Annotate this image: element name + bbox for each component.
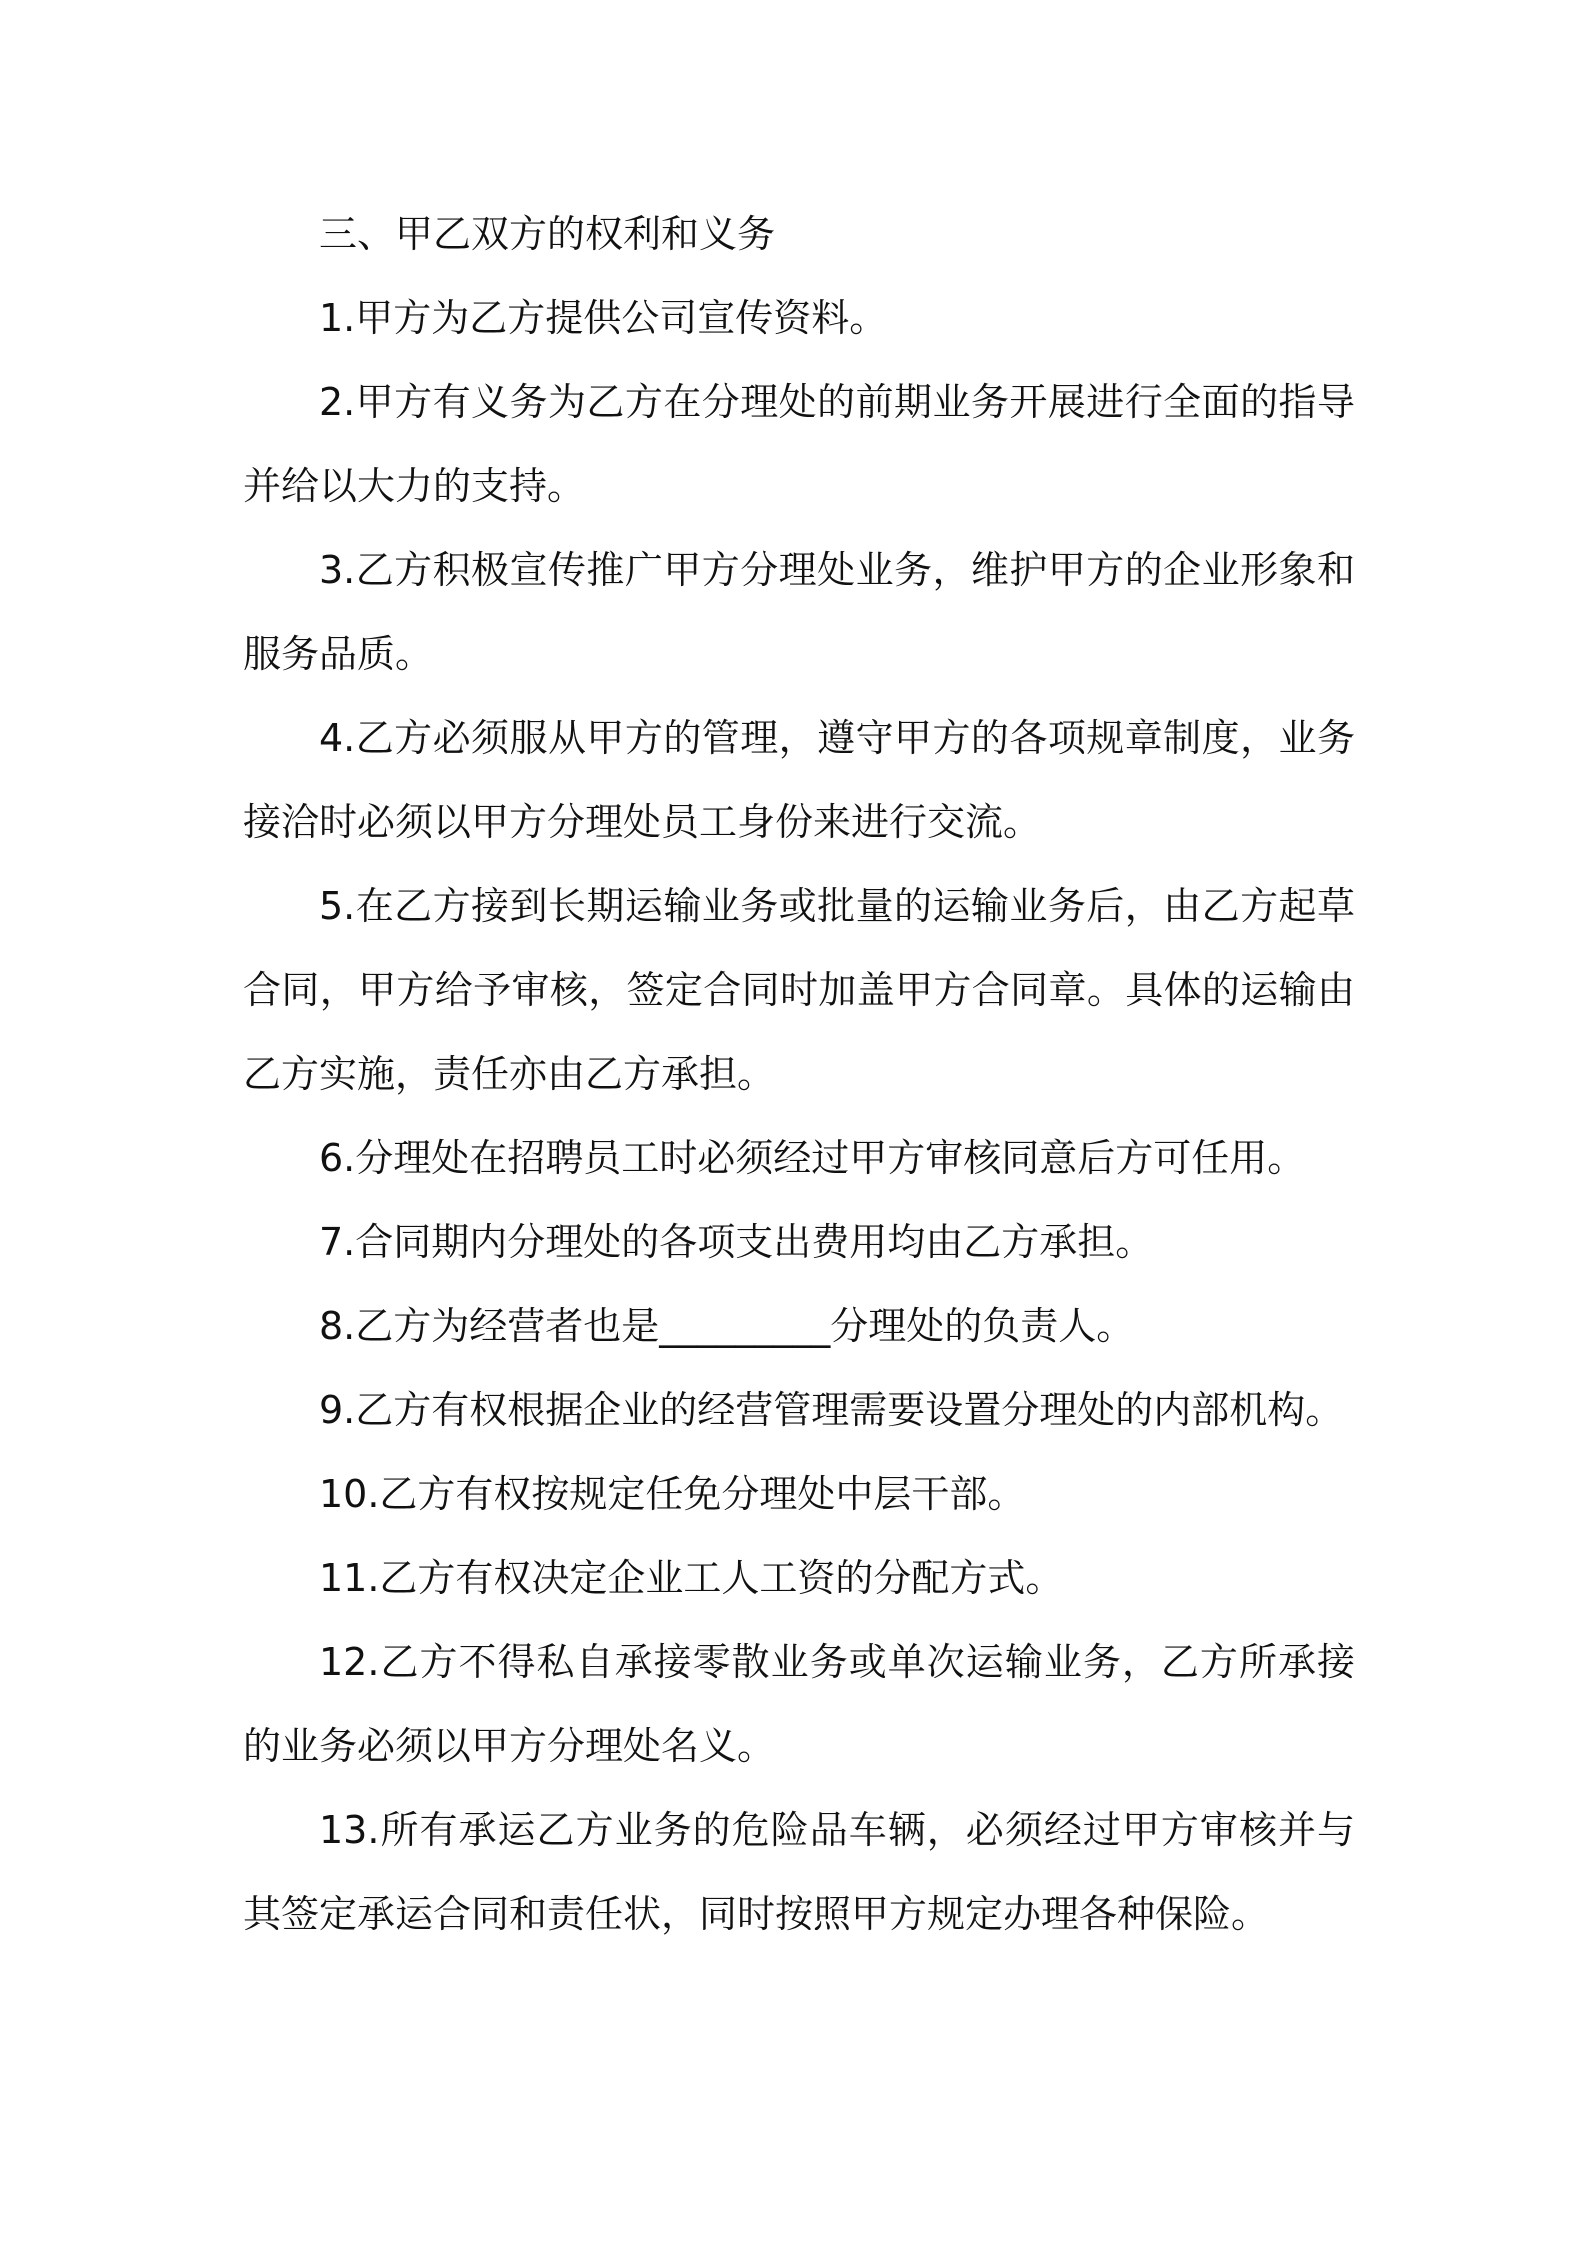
clause-8: 8.乙方为经营者也是_________分理处的负责人。 xyxy=(319,1304,1135,1348)
clause-11: 11.乙方有权决定企业工人工资的分配方式。 xyxy=(319,1556,1064,1600)
clause-13: 13.所有承运乙方业务的危险品车辆，必须经过甲方审核并与其签定承运合同和责任状，同时按照甲方规定办理各种保险。 xyxy=(243,1808,1355,1936)
document-body xyxy=(243,192,1355,1956)
clause-9: 9.乙方有权根据企业的经营管理需要设置分理处的内部机构。 xyxy=(319,1388,1344,1432)
clause-7: 7.合同期内分理处的各项支出费用均由乙方承担。 xyxy=(319,1220,1154,1264)
clause-2: 2.甲方有义务为乙方在分理处的前期业务开展进行全面的指导并给以大力的支持。 xyxy=(243,380,1355,508)
clause-5: 5.在乙方接到长期运输业务或批量的运输业务后，由乙方起草合同，甲方给予审核，签定合同时加盖甲方合同章。具体的运输由乙方实施，责任亦由乙方承担。 xyxy=(243,884,1355,1096)
clause-3: 3.乙方积极宣传推广甲方分理处业务，维护甲方的企业形象和服务品质。 xyxy=(243,548,1355,676)
clause-10: 10.乙方有权按规定任免分理处中层干部。 xyxy=(319,1472,1026,1516)
clause-4: 4.乙方必须服从甲方的管理，遵守甲方的各项规章制度，业务接洽时必须以甲方分理处员工身份来进行交流。 xyxy=(243,716,1355,844)
section-heading: 三、甲乙双方的权利和义务 xyxy=(319,212,776,256)
clause-6: 6.分理处在招聘员工时必须经过甲方审核同意后方可任用。 xyxy=(319,1136,1306,1180)
clause-12: 12.乙方不得私自承接零散业务或单次运输业务，乙方所承接的业务必须以甲方分理处名义。 xyxy=(243,1640,1355,1768)
clause-1: 1.甲方为乙方提供公司宣传资料。 xyxy=(319,296,888,340)
